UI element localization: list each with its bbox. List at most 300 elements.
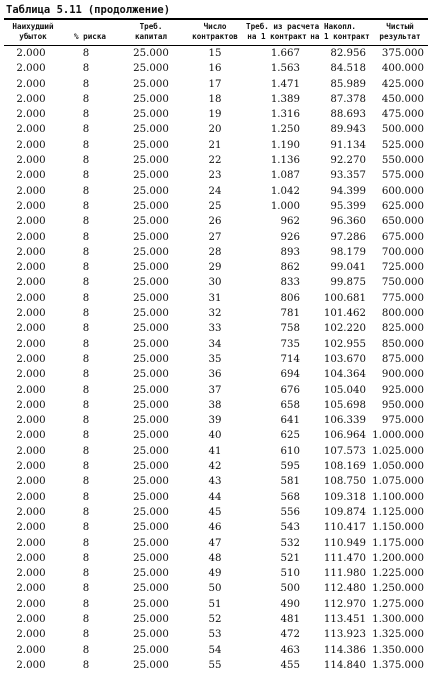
- cell-worst-loss: 2.000: [4, 46, 62, 62]
- cell-required-per-contract: 658: [246, 398, 308, 413]
- cell-accumulated-per-contract: 94.399: [308, 184, 372, 199]
- cell-required-capital: 25.000: [118, 199, 184, 214]
- cell-risk-percent: 8: [62, 321, 118, 336]
- cell-accumulated-per-contract: 104.364: [308, 367, 372, 382]
- cell-required-capital: 25.000: [118, 306, 184, 321]
- cell-risk-percent: 8: [62, 459, 118, 474]
- cell-worst-loss: 2.000: [4, 505, 62, 520]
- cell-required-capital: 25.000: [118, 566, 184, 581]
- table-row: [4, 474, 428, 489]
- cell-accumulated-per-contract: 99.041: [308, 260, 372, 275]
- cell-required-per-contract: 1.316: [246, 107, 308, 122]
- cell-net-result: 1.225.000: [372, 566, 428, 581]
- cell-worst-loss: 2.000: [4, 566, 62, 581]
- cell-accumulated-per-contract: 89.943: [308, 122, 372, 137]
- table-row: [4, 398, 428, 413]
- cell-risk-percent: 8: [62, 337, 118, 352]
- table-row: [4, 597, 428, 612]
- cell-required-capital: 25.000: [118, 138, 184, 153]
- cell-required-per-contract: 735: [246, 337, 308, 352]
- cell-contracts: 55: [184, 658, 246, 673]
- cell-required-per-contract: 1.136: [246, 153, 308, 168]
- cell-contracts: 16: [184, 61, 246, 76]
- cell-worst-loss: 2.000: [4, 444, 62, 459]
- cell-net-result: 650.000: [372, 214, 428, 229]
- cell-contracts: 27: [184, 230, 246, 245]
- cell-worst-loss: 2.000: [4, 551, 62, 566]
- cell-accumulated-per-contract: 110.949: [308, 536, 372, 551]
- cell-required-per-contract: 694: [246, 367, 308, 382]
- cell-contracts: 49: [184, 566, 246, 581]
- cell-required-capital: 25.000: [118, 352, 184, 367]
- cell-risk-percent: 8: [62, 92, 118, 107]
- cell-worst-loss: 2.000: [4, 214, 62, 229]
- cell-contracts: 30: [184, 275, 246, 290]
- cell-risk-percent: 8: [62, 122, 118, 137]
- cell-required-per-contract: 481: [246, 612, 308, 627]
- cell-contracts: 28: [184, 245, 246, 260]
- cell-required-per-contract: 676: [246, 383, 308, 398]
- table-header: [4, 19, 428, 46]
- cell-required-per-contract: 556: [246, 505, 308, 520]
- cell-required-capital: 25.000: [118, 230, 184, 245]
- cell-risk-percent: 8: [62, 367, 118, 382]
- cell-worst-loss: 2.000: [4, 107, 62, 122]
- cell-accumulated-per-contract: 99.875: [308, 275, 372, 290]
- cell-contracts: 35: [184, 352, 246, 367]
- cell-required-capital: 25.000: [118, 444, 184, 459]
- header-label-line: капитал: [118, 32, 184, 42]
- cell-required-per-contract: 641: [246, 413, 308, 428]
- cell-required-per-contract: 1.190: [246, 138, 308, 153]
- header-label-line: Чистый: [372, 22, 428, 32]
- cell-worst-loss: 2.000: [4, 413, 62, 428]
- cell-worst-loss: 2.000: [4, 428, 62, 443]
- cell-required-capital: 25.000: [118, 627, 184, 642]
- cell-required-per-contract: 610: [246, 444, 308, 459]
- cell-accumulated-per-contract: 85.989: [308, 77, 372, 92]
- cell-required-per-contract: 568: [246, 490, 308, 505]
- cell-accumulated-per-contract: 93.357: [308, 168, 372, 183]
- cell-required-per-contract: 806: [246, 291, 308, 306]
- cell-contracts: 22: [184, 153, 246, 168]
- header-label-line: Накопл.: [308, 22, 372, 32]
- cell-required-per-contract: 893: [246, 245, 308, 260]
- cell-required-per-contract: 714: [246, 352, 308, 367]
- cell-contracts: 34: [184, 337, 246, 352]
- table-row: [4, 275, 428, 290]
- cell-contracts: 43: [184, 474, 246, 489]
- cell-net-result: 1.275.000: [372, 597, 428, 612]
- cell-worst-loss: 2.000: [4, 122, 62, 137]
- cell-net-result: 800.000: [372, 306, 428, 321]
- cell-net-result: 500.000: [372, 122, 428, 137]
- cell-net-result: 550.000: [372, 153, 428, 168]
- cell-contracts: 17: [184, 77, 246, 92]
- cell-accumulated-per-contract: 102.220: [308, 321, 372, 336]
- cell-accumulated-per-contract: 82.956: [308, 46, 372, 62]
- table-row: [4, 612, 428, 627]
- cell-accumulated-per-contract: 98.179: [308, 245, 372, 260]
- cell-contracts: 23: [184, 168, 246, 183]
- cell-risk-percent: 8: [62, 352, 118, 367]
- cell-risk-percent: 8: [62, 505, 118, 520]
- cell-required-per-contract: 781: [246, 306, 308, 321]
- cell-contracts: 36: [184, 367, 246, 382]
- cell-accumulated-per-contract: 92.270: [308, 153, 372, 168]
- table-row: [4, 383, 428, 398]
- table-row: [4, 566, 428, 581]
- cell-worst-loss: 2.000: [4, 490, 62, 505]
- cell-worst-loss: 2.000: [4, 383, 62, 398]
- header-label-line: на 1 контракт: [308, 32, 372, 42]
- cell-required-capital: 25.000: [118, 61, 184, 76]
- header-net-result: [372, 19, 428, 46]
- cell-net-result: 1.025.000: [372, 444, 428, 459]
- cell-risk-percent: 8: [62, 597, 118, 612]
- cell-risk-percent: 8: [62, 398, 118, 413]
- cell-net-result: 750.000: [372, 275, 428, 290]
- cell-risk-percent: 8: [62, 413, 118, 428]
- table-row: [4, 643, 428, 658]
- cell-required-capital: 25.000: [118, 413, 184, 428]
- header-label-line: Наихудший: [4, 22, 62, 32]
- cell-risk-percent: 8: [62, 490, 118, 505]
- cell-required-per-contract: 472: [246, 627, 308, 642]
- cell-required-per-contract: 581: [246, 474, 308, 489]
- table-row: [4, 520, 428, 535]
- cell-risk-percent: 8: [62, 168, 118, 183]
- cell-accumulated-per-contract: 97.286: [308, 230, 372, 245]
- cell-required-per-contract: 1.250: [246, 122, 308, 137]
- table-caption: [4, 2, 430, 18]
- cell-contracts: 32: [184, 306, 246, 321]
- cell-worst-loss: 2.000: [4, 77, 62, 92]
- table-row: [4, 444, 428, 459]
- cell-worst-loss: 2.000: [4, 627, 62, 642]
- cell-net-result: 950.000: [372, 398, 428, 413]
- table-row: [4, 61, 428, 76]
- cell-net-result: 825.000: [372, 321, 428, 336]
- table-row: [4, 428, 428, 443]
- cell-risk-percent: 8: [62, 138, 118, 153]
- document-page: [4, 2, 430, 673]
- cell-net-result: 1.375.000: [372, 658, 428, 673]
- table-row: [4, 658, 428, 673]
- cell-risk-percent: 8: [62, 230, 118, 245]
- cell-risk-percent: 8: [62, 275, 118, 290]
- cell-accumulated-per-contract: 106.339: [308, 413, 372, 428]
- cell-accumulated-per-contract: 114.840: [308, 658, 372, 673]
- cell-required-capital: 25.000: [118, 184, 184, 199]
- cell-contracts: 45: [184, 505, 246, 520]
- cell-contracts: 25: [184, 199, 246, 214]
- cell-risk-percent: 8: [62, 520, 118, 535]
- cell-net-result: 1.075.000: [372, 474, 428, 489]
- cell-net-result: 1.125.000: [372, 505, 428, 520]
- cell-required-capital: 25.000: [118, 168, 184, 183]
- cell-worst-loss: 2.000: [4, 321, 62, 336]
- cell-net-result: 625.000: [372, 199, 428, 214]
- cell-required-capital: 25.000: [118, 260, 184, 275]
- cell-risk-percent: 8: [62, 536, 118, 551]
- table-row: [4, 245, 428, 260]
- cell-net-result: 425.000: [372, 77, 428, 92]
- table-row: [4, 627, 428, 642]
- table-row: [4, 321, 428, 336]
- cell-worst-loss: 2.000: [4, 153, 62, 168]
- cell-required-per-contract: 463: [246, 643, 308, 658]
- cell-risk-percent: 8: [62, 581, 118, 596]
- cell-net-result: 975.000: [372, 413, 428, 428]
- cell-risk-percent: 8: [62, 566, 118, 581]
- cell-required-capital: 25.000: [118, 398, 184, 413]
- cell-worst-loss: 2.000: [4, 352, 62, 367]
- cell-contracts: 54: [184, 643, 246, 658]
- cell-contracts: 51: [184, 597, 246, 612]
- table-body: [4, 46, 428, 673]
- cell-net-result: 450.000: [372, 92, 428, 107]
- cell-risk-percent: 8: [62, 612, 118, 627]
- cell-risk-percent: 8: [62, 444, 118, 459]
- cell-accumulated-per-contract: 105.698: [308, 398, 372, 413]
- cell-accumulated-per-contract: 106.964: [308, 428, 372, 443]
- cell-net-result: 875.000: [372, 352, 428, 367]
- table-row: [4, 214, 428, 229]
- cell-accumulated-per-contract: 113.923: [308, 627, 372, 642]
- cell-required-per-contract: 1.389: [246, 92, 308, 107]
- cell-risk-percent: 8: [62, 643, 118, 658]
- cell-required-capital: 25.000: [118, 551, 184, 566]
- cell-worst-loss: 2.000: [4, 597, 62, 612]
- cell-required-per-contract: 1.042: [246, 184, 308, 199]
- table-row: [4, 367, 428, 382]
- cell-contracts: 37: [184, 383, 246, 398]
- cell-risk-percent: 8: [62, 306, 118, 321]
- cell-worst-loss: 2.000: [4, 536, 62, 551]
- cell-worst-loss: 2.000: [4, 138, 62, 153]
- cell-worst-loss: 2.000: [4, 306, 62, 321]
- cell-required-capital: 25.000: [118, 275, 184, 290]
- table-subtitle: (продолжение): [88, 4, 170, 16]
- cell-accumulated-per-contract: 87.378: [308, 92, 372, 107]
- cell-required-per-contract: 455: [246, 658, 308, 673]
- cell-required-capital: 25.000: [118, 536, 184, 551]
- cell-required-per-contract: 532: [246, 536, 308, 551]
- cell-required-capital: 25.000: [118, 428, 184, 443]
- cell-contracts: 20: [184, 122, 246, 137]
- cell-worst-loss: 2.000: [4, 291, 62, 306]
- cell-risk-percent: 8: [62, 199, 118, 214]
- cell-risk-percent: 8: [62, 214, 118, 229]
- cell-accumulated-per-contract: 113.451: [308, 612, 372, 627]
- cell-required-capital: 25.000: [118, 153, 184, 168]
- cell-accumulated-per-contract: 110.417: [308, 520, 372, 535]
- cell-net-result: 475.000: [372, 107, 428, 122]
- table-row: [4, 199, 428, 214]
- cell-required-capital: 25.000: [118, 597, 184, 612]
- cell-worst-loss: 2.000: [4, 367, 62, 382]
- cell-worst-loss: 2.000: [4, 230, 62, 245]
- cell-net-result: 600.000: [372, 184, 428, 199]
- cell-required-capital: 25.000: [118, 520, 184, 535]
- table-row: [4, 536, 428, 551]
- table-row: [4, 260, 428, 275]
- table-row: [4, 581, 428, 596]
- cell-worst-loss: 2.000: [4, 275, 62, 290]
- cell-worst-loss: 2.000: [4, 658, 62, 673]
- cell-accumulated-per-contract: 112.480: [308, 581, 372, 596]
- cell-accumulated-per-contract: 109.318: [308, 490, 372, 505]
- cell-worst-loss: 2.000: [4, 61, 62, 76]
- cell-accumulated-per-contract: 111.980: [308, 566, 372, 581]
- cell-risk-percent: 8: [62, 627, 118, 642]
- table-row: [4, 92, 428, 107]
- table-row: [4, 122, 428, 137]
- cell-required-capital: 25.000: [118, 612, 184, 627]
- cell-contracts: 26: [184, 214, 246, 229]
- cell-risk-percent: 8: [62, 61, 118, 76]
- header-label-line: % риска: [62, 32, 118, 42]
- cell-net-result: 1.050.000: [372, 459, 428, 474]
- cell-required-capital: 25.000: [118, 581, 184, 596]
- header-required-capital: [118, 19, 184, 46]
- cell-accumulated-per-contract: 95.399: [308, 199, 372, 214]
- cell-required-capital: 25.000: [118, 643, 184, 658]
- cell-net-result: 375.000: [372, 46, 428, 62]
- cell-accumulated-per-contract: 91.134: [308, 138, 372, 153]
- table-row: [4, 337, 428, 352]
- cell-risk-percent: 8: [62, 153, 118, 168]
- table-row: [4, 505, 428, 520]
- cell-required-per-contract: 962: [246, 214, 308, 229]
- cell-worst-loss: 2.000: [4, 92, 62, 107]
- cell-accumulated-per-contract: 107.573: [308, 444, 372, 459]
- cell-contracts: 29: [184, 260, 246, 275]
- cell-worst-loss: 2.000: [4, 474, 62, 489]
- cell-required-per-contract: 926: [246, 230, 308, 245]
- cell-worst-loss: 2.000: [4, 459, 62, 474]
- cell-contracts: 33: [184, 321, 246, 336]
- cell-net-result: 1.350.000: [372, 643, 428, 658]
- cell-worst-loss: 2.000: [4, 184, 62, 199]
- header-label-line: Треб.: [118, 22, 184, 32]
- cell-required-per-contract: 595: [246, 459, 308, 474]
- table-row: [4, 107, 428, 122]
- table-row: [4, 413, 428, 428]
- cell-net-result: 1.200.000: [372, 551, 428, 566]
- cell-required-capital: 25.000: [118, 505, 184, 520]
- cell-required-capital: 25.000: [118, 77, 184, 92]
- cell-risk-percent: 8: [62, 184, 118, 199]
- cell-risk-percent: 8: [62, 474, 118, 489]
- results-table: [4, 18, 428, 673]
- cell-required-capital: 25.000: [118, 321, 184, 336]
- cell-net-result: 900.000: [372, 367, 428, 382]
- cell-accumulated-per-contract: 105.040: [308, 383, 372, 398]
- cell-required-capital: 25.000: [118, 245, 184, 260]
- cell-required-per-contract: 1.667: [246, 46, 308, 62]
- table-row: [4, 168, 428, 183]
- cell-required-capital: 25.000: [118, 214, 184, 229]
- cell-net-result: 700.000: [372, 245, 428, 260]
- cell-worst-loss: 2.000: [4, 643, 62, 658]
- cell-accumulated-per-contract: 114.386: [308, 643, 372, 658]
- table-row: [4, 77, 428, 92]
- cell-worst-loss: 2.000: [4, 199, 62, 214]
- table-row: [4, 138, 428, 153]
- table-row: [4, 306, 428, 321]
- cell-risk-percent: 8: [62, 291, 118, 306]
- table-row: [4, 459, 428, 474]
- cell-required-capital: 25.000: [118, 367, 184, 382]
- cell-required-capital: 25.000: [118, 337, 184, 352]
- cell-accumulated-per-contract: 100.681: [308, 291, 372, 306]
- cell-accumulated-per-contract: 84.518: [308, 61, 372, 76]
- table-row: [4, 352, 428, 367]
- cell-accumulated-per-contract: 102.955: [308, 337, 372, 352]
- cell-required-per-contract: 833: [246, 275, 308, 290]
- cell-required-per-contract: 758: [246, 321, 308, 336]
- header-label-line: Число: [184, 22, 246, 32]
- cell-contracts: 31: [184, 291, 246, 306]
- cell-required-capital: 25.000: [118, 46, 184, 62]
- cell-required-per-contract: 543: [246, 520, 308, 535]
- cell-net-result: 1.325.000: [372, 627, 428, 642]
- header-worst-loss: [4, 19, 62, 46]
- cell-contracts: 48: [184, 551, 246, 566]
- header-label-line: убыток: [4, 32, 62, 42]
- cell-contracts: 47: [184, 536, 246, 551]
- cell-net-result: 1.150.000: [372, 520, 428, 535]
- cell-required-per-contract: 490: [246, 597, 308, 612]
- cell-required-capital: 25.000: [118, 383, 184, 398]
- cell-accumulated-per-contract: 108.750: [308, 474, 372, 489]
- cell-worst-loss: 2.000: [4, 398, 62, 413]
- cell-net-result: 725.000: [372, 260, 428, 275]
- cell-risk-percent: 8: [62, 383, 118, 398]
- cell-required-per-contract: 1.000: [246, 199, 308, 214]
- cell-contracts: 40: [184, 428, 246, 443]
- cell-worst-loss: 2.000: [4, 581, 62, 596]
- header-risk-percent: [62, 19, 118, 46]
- table-row: [4, 184, 428, 199]
- cell-net-result: 1.250.000: [372, 581, 428, 596]
- cell-risk-percent: 8: [62, 551, 118, 566]
- cell-required-per-contract: 510: [246, 566, 308, 581]
- table-row: [4, 551, 428, 566]
- cell-worst-loss: 2.000: [4, 520, 62, 535]
- cell-net-result: 1.175.000: [372, 536, 428, 551]
- cell-risk-percent: 8: [62, 46, 118, 62]
- cell-required-per-contract: 862: [246, 260, 308, 275]
- header-label-line: контрактов: [184, 32, 246, 42]
- cell-accumulated-per-contract: 88.693: [308, 107, 372, 122]
- cell-contracts: 39: [184, 413, 246, 428]
- cell-worst-loss: 2.000: [4, 260, 62, 275]
- cell-risk-percent: 8: [62, 428, 118, 443]
- cell-required-capital: 25.000: [118, 291, 184, 306]
- cell-net-result: 675.000: [372, 230, 428, 245]
- cell-net-result: 575.000: [372, 168, 428, 183]
- cell-contracts: 41: [184, 444, 246, 459]
- cell-accumulated-per-contract: 103.670: [308, 352, 372, 367]
- cell-required-per-contract: 500: [246, 581, 308, 596]
- header-required-per-contract: [246, 19, 308, 46]
- cell-contracts: 15: [184, 46, 246, 62]
- cell-net-result: 1.000.000: [372, 428, 428, 443]
- cell-required-capital: 25.000: [118, 459, 184, 474]
